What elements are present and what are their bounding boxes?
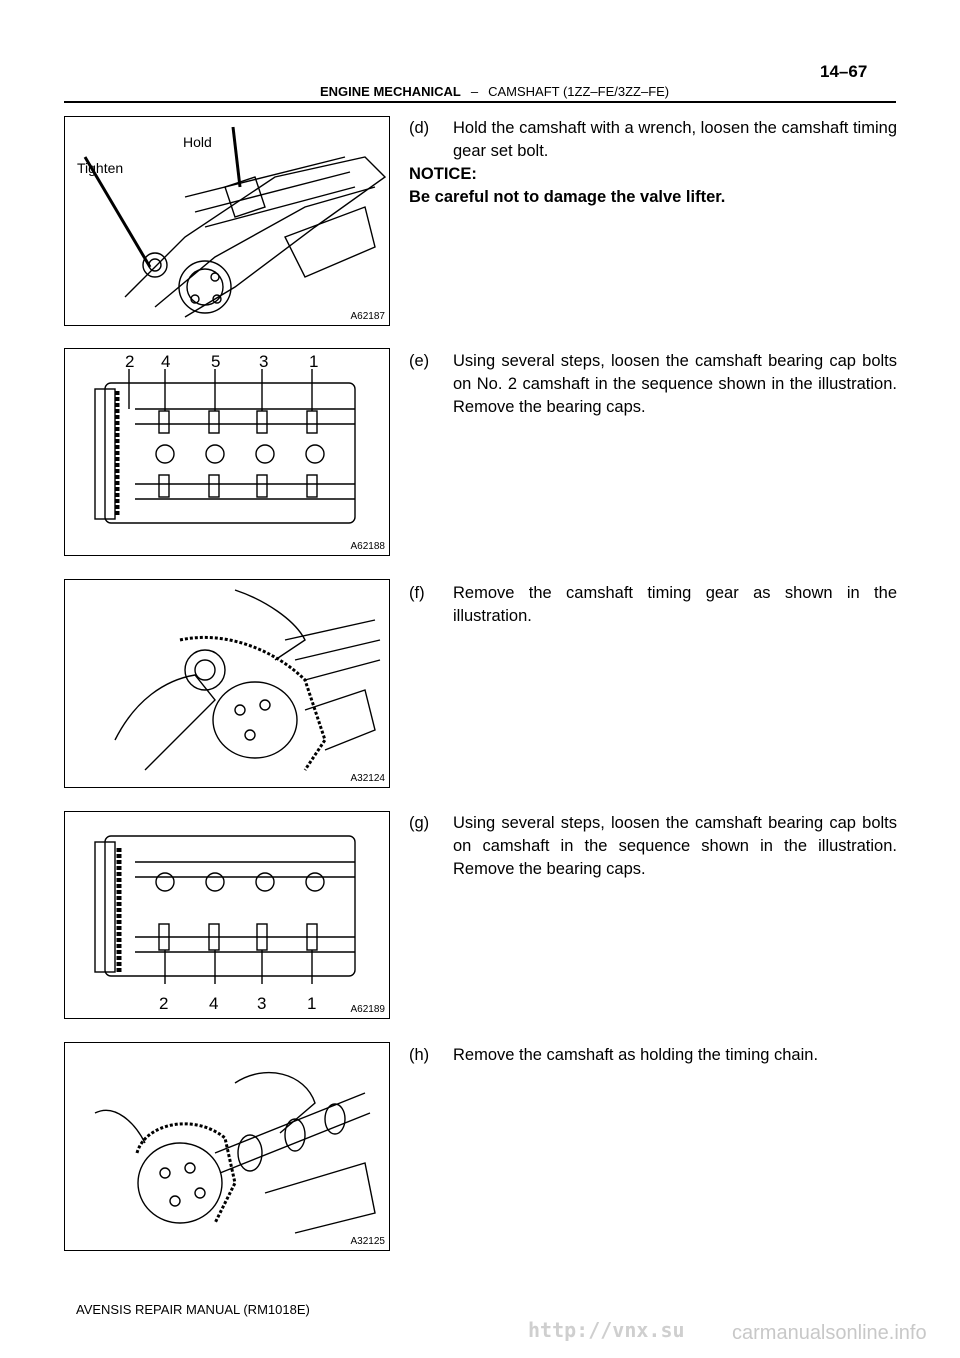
sequence-number: 3	[257, 994, 267, 1013]
step-text: Remove the camshaft as holding the timing chain.	[453, 1046, 819, 1064]
step-g	[409, 812, 897, 881]
figure-remove-camshaft	[64, 1042, 390, 1251]
figure-id: A62188	[350, 541, 385, 552]
figure-id: A62189	[350, 1004, 385, 1015]
step-text: Remove the camshaft timing gear as shown in the illustration.	[453, 584, 897, 625]
running-header	[320, 84, 669, 99]
step-h	[409, 1044, 897, 1067]
step-tag: (g)	[409, 814, 430, 832]
step-text: Hold the camshaft with a wrench, loosen the camshaft timing gear set bolt.	[453, 119, 897, 160]
label-tighten: Tighten	[77, 160, 124, 176]
step-tag: (d)	[409, 119, 430, 137]
header-rule	[64, 101, 896, 103]
step-tag: (e)	[409, 352, 430, 370]
figure-wrench-hold-tighten	[64, 116, 390, 326]
step-e	[409, 350, 897, 419]
section-title: ENGINE MECHANICAL	[320, 84, 461, 99]
sequence-number: 5	[211, 352, 221, 371]
camshaft-removal-illustration	[65, 1043, 389, 1250]
step-text: Using several steps, loosen the camshaft bearing cap bolts on No. 2 camshaft in the sequence shown in the illustration. Remove the bearing caps.	[453, 352, 897, 416]
subsection-title: CAMSHAFT (1ZZ–FE/3ZZ–FE)	[488, 84, 670, 99]
timing-gear-removal-illustration	[65, 580, 389, 787]
step-tag: (f)	[409, 584, 425, 602]
sequence-number: 2	[125, 352, 135, 371]
footer-manual-title: AVENSIS REPAIR MANUAL (RM1018E)	[76, 1302, 310, 1317]
watermark-link[interactable]: http://vnx.su	[528, 1318, 685, 1342]
sequence-number: 4	[209, 994, 219, 1013]
sequence-number: 1	[307, 994, 317, 1013]
sequence-number: 4	[161, 352, 171, 371]
sequence-number: 1	[309, 352, 319, 371]
step-f	[409, 582, 897, 628]
step-text: Using several steps, loosen the camshaft bearing cap bolts on camshaft in the sequence shown in the illustration. Remove the bearing caps.	[453, 814, 897, 878]
notice-title: NOTICE:	[409, 165, 477, 183]
figure-camshaft-cap-sequence	[64, 811, 390, 1019]
watermark-site: carmanualsonline.info	[732, 1322, 927, 1344]
page-number: 14–67	[820, 62, 868, 81]
step-d	[409, 117, 897, 163]
notice-text: Be careful not to damage the valve lifter.	[409, 188, 726, 206]
cylinder-head-top-view-2	[65, 812, 389, 1018]
sequence-number: 3	[259, 352, 269, 371]
figure-id: A62187	[350, 311, 385, 322]
header-dash: –	[470, 84, 479, 99]
engine-wrench-illustration	[65, 117, 389, 325]
label-hold: Hold	[183, 134, 212, 150]
cylinder-head-top-view	[65, 349, 389, 555]
figure-remove-timing-gear	[64, 579, 390, 788]
figure-no2-camshaft-cap-sequence	[64, 348, 390, 556]
figure-id: A32124	[350, 773, 385, 784]
sequence-number: 2	[159, 994, 169, 1013]
figure-id: A32125	[350, 1236, 385, 1247]
step-tag: (h)	[409, 1046, 430, 1064]
